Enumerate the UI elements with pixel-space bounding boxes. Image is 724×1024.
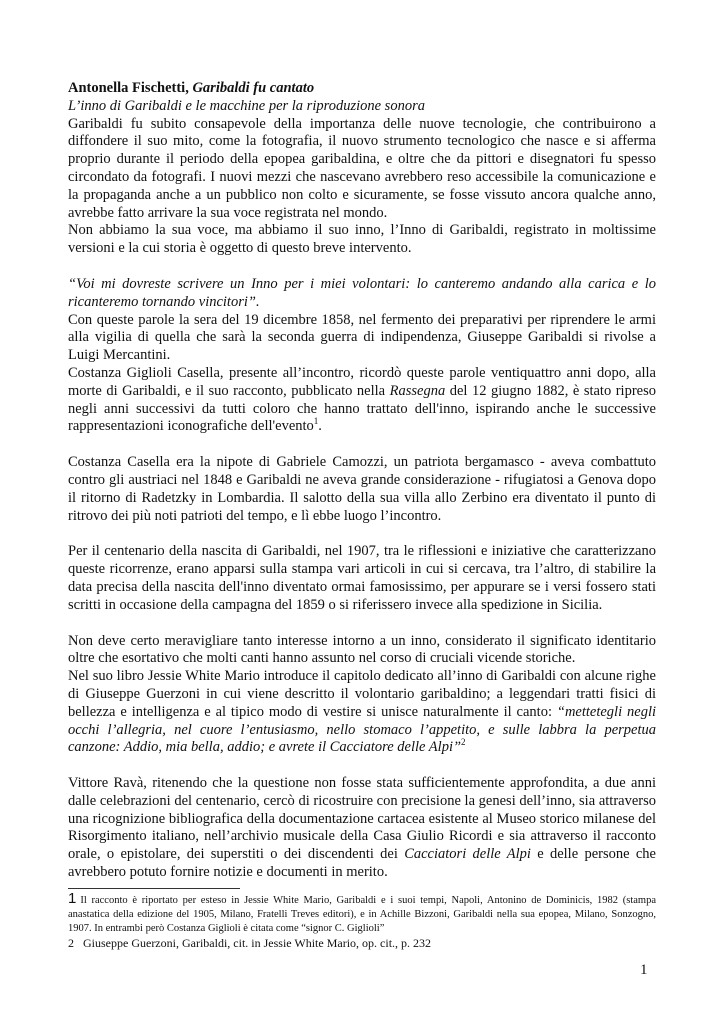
footnote-1-text: Il racconto è riportato per esteso in Jessie White Mario, Garibaldi e i suoi tempi, Napoli, Antonino de Dominicis, 1982 (stampa anastatica della edizione del 1905, Milano, Fratelli Treves editori), e in Achille Bizzoni, Garibaldi nella sua epopea, Milano, Sonzogno, 1907. In entrambi però Costanza Giglioli è citata come “signor C. Giglioli” (68, 894, 656, 934)
article-subtitle: L’inno di Garibaldi e le macchine per la riproduzione sonora (68, 97, 425, 114)
article-title: Garibaldi fu cantato (192, 80, 315, 96)
paragraph-4 (68, 365, 656, 436)
footnote-1 (68, 889, 656, 936)
footnote-ref-2[interactable]: 2 (461, 737, 466, 748)
paragraph-8 (68, 668, 656, 757)
footnote-2-text: Giuseppe Guerzoni, Garibaldi, cit. in Jessie White Mario, op. cit., p. 232 (83, 935, 432, 950)
quote-paragraph: “Voi mi dovreste scrivere un Inno per i miei volontari: lo canteremo andando alla carica e lo ricanteremo tornando vincitori”. (68, 275, 656, 310)
guerzoni-quote: “mettetegli negli occhi l’allegria, nel cuore l’entusiasmo, nello stomaco l’appetito, e sulle labbra la perpetua canzone: Addio, mia bella, addio; e avrete il Cacciatore delle Alpi” (68, 703, 656, 756)
footnote-1-number: 1 (68, 889, 77, 907)
article-heading (68, 80, 656, 98)
paragraph-9 (68, 775, 656, 882)
footnote-divider (68, 888, 240, 889)
footnote-ref-1[interactable]: 1 (313, 416, 319, 427)
document-page (68, 80, 656, 950)
footnote-2-number: 2 (68, 935, 74, 950)
paragraph-2: Non abbiamo la sua voce, ma abbiamo il suo inno, l’Inno di Garibaldi, registrato in moltissime versioni e la cui storia è oggetto di questo breve intervento. (68, 222, 656, 257)
paragraph-4-text-cont: del 12 giugno 1882, è stato ripreso negli anni successivi da tutti coloro che hanno trattato dell'inno, ispirando anche le successive rappresentazioni iconografiche dell'evento (68, 382, 656, 435)
paragraph-3: Con queste parole la sera del 19 dicembre 1858, nel fermento dei preparativi per riprendere le armi alla vigilia di quella che sarà la seconda guerra di indipendenza, Giuseppe Garibaldi si rivolse a Luigi Mercantini. (68, 311, 656, 364)
paragraph-9-end: e delle persone che avrebbero potuto fornire notizie e documenti in merito. (68, 846, 656, 881)
page-number: 1 (640, 962, 648, 978)
paragraph-4-text: Costanza Giglioli Casella, presente all’incontro, ricordò queste parole ventiquattro anni dopo, alla morte di Garibaldi, e il suo racconto, pubblicato nella (68, 364, 656, 399)
cacciatori-title: Cacciatori delle Alpi (404, 846, 531, 863)
paragraph-5: Costanza Casella era la nipote di Gabriele Camozzi, un patriota bergamasco - aveva combattuto contro gli austriaci nel 1848 e Garibaldi ne aveva grande considerazione - rifugiatosi a Genova dopo il ritorno di Radetzky in Lombardia. Il salotto della sua villa allo Zerbino era diventato il punto di ritrovo dei più noti patrioti del tempo, e lì ebbe luogo l’incontro. (68, 454, 656, 524)
author-name: Antonella Fischetti, (68, 80, 193, 96)
rassegna-title: Rassegna (389, 382, 446, 399)
footnote-2 (68, 936, 656, 950)
paragraph-4-end: . (318, 418, 322, 435)
paragraph-1: Garibaldi fu subito consapevole della importanza delle nuove tecnologie, che contribuirono a diffondere il suo mito, come la fotografia, il nuovo strumento tecnologico che nasce e si afferma proprio durante il periodo della epopea garibaldina, e oltre che da pittori e disegnatori fu spesso circondato da fotografi. I nuovi mezzi che nascevano avrebbero reso accessibile la comunicazione e la propaganda anche a un pubblico non colto e sicuramente, se fosse vissuto ancora qualche anno, avrebbe fatto arrivare la sua voce registrata nel mondo. (68, 115, 656, 221)
paragraph-8-text: Nel suo libro Jessie White Mario introduce il capitolo dedicato all’inno di Garibaldi con alcune righe di Giuseppe Guerzoni in cui viene descritto il volontario garibaldino; a leggendari tratti fisici di bellezza e intelligenza e al tipico modo di vestire si unisce naturalmente il canto: (68, 668, 656, 720)
paragraph-7: Non deve certo meravigliare tanto interesse intorno a un inno, considerato il significato identitario oltre che esortativo che molti canti hanno assunto nel corso di cruciali vicende storiche. (68, 632, 656, 667)
paragraph-6: Per il centenario della nascita di Garibaldi, nel 1907, tra le riflessioni e iniziative che caratterizzano queste ricorrenze, erano apparsi sulla stampa vari articoli in cui si cercava, tra l’altro, di stabilire la data precisa della nascita dell'inno diventato ormai famosissimo, per appurare se i versi fossero stati scritti in occasione della campagna del 1859 o si riferissero invece alla spedizione in Sicilia. (68, 543, 656, 613)
paragraph-9-text: Vittore Ravà, ritenendo che la questione non fosse stata sufficientemente approfondita, a due anni dalle celebrazioni del centenario, cercò di ricostruire con precisione la genesi dell’inno, sia attraverso una ricognizione bibliografica della documentazione cartacea esistente al Museo storico milanese del Risorgimento italiano, nell’archivio musicale della Casa Giulio Ricordi e sia attraverso il racconto orale, o epistolare, dei superstiti o dei discendenti dei (68, 775, 656, 863)
